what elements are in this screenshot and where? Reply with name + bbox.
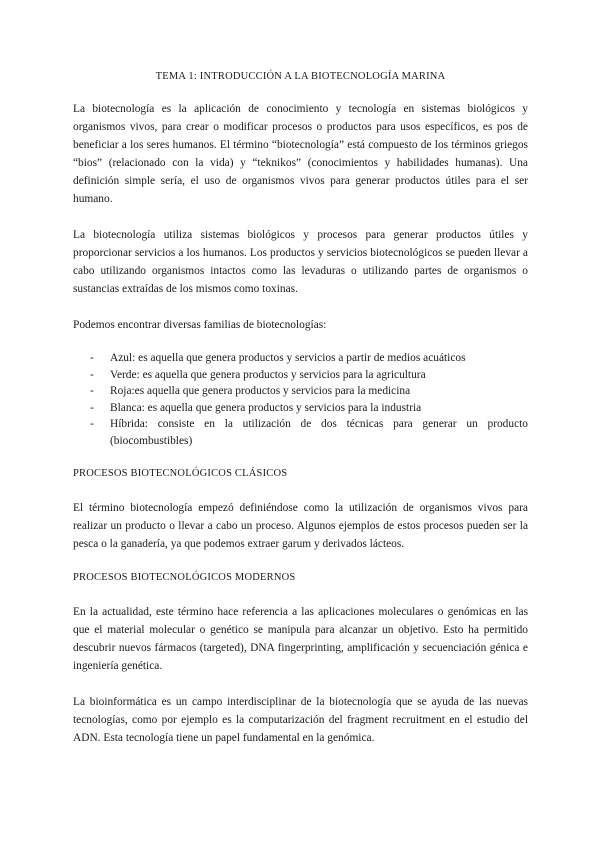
section-heading-classic: PROCESOS BIOTECNOLÓGICOS CLÁSICOS [73, 468, 288, 479]
paragraph-families-intro: Podemos encontrar diversas familias de biotecnologías: [73, 319, 327, 331]
list-item [73, 416, 528, 449]
list-item-text: Verde: es aquella que genera productos y servicios para la agricultura [110, 368, 426, 381]
document-page [73, 70, 528, 747]
paragraph-uses: La biotecnología utiliza sistemas biológicos y procesos para generar productos útiles y proporcionar servicios a los humanos. Los productos y servicios biotecnológicos se pueden llevar a cabo utilizando organismos intactos como las levaduras o utilizando partes de organismos o sustancias extraídas de los mismos como toxinas. [73, 229, 528, 295]
document-title: TEMA 1: INTRODUCCIÓN A LA BIOTECNOLOGÍA MARINA [155, 71, 446, 82]
list-item [73, 367, 528, 384]
list-item-text: Roja:es aquella que genera productos y servicios para la medicina [110, 385, 411, 397]
list-dash: - [90, 418, 94, 430]
paragraph-definition: La biotecnología es la aplicación de conocimiento y tecnología en sistemas biológicos y organismos vivos, para crear o modificar procesos o productos para usos específicos, es pos de beneficiar a los seres humanos. El término “biotecnología” está compuesto de los términos griegos “bios” (relacionado con la vida) y “teknikos” (conocimientos y habilidades humanas). Una definición simple sería, el uso de organismos vivos para generar productos útiles para el ser humano. [73, 103, 528, 205]
list-item [73, 400, 528, 417]
list-dash: - [90, 385, 94, 397]
families-list [73, 350, 528, 449]
list-dash: - [90, 368, 94, 381]
list-item [73, 383, 528, 400]
section-heading-modern: PROCESOS BIOTECNOLÓGICOS MODERNOS [73, 572, 296, 583]
paragraph-classic: El término biotecnología empezó definiéndose como la utilización de organismos vivos para realizar un producto o llevar a cabo un proceso. Algunos ejemplos de estos procesos pueden ser la pesca o la ganadería, ya que podemos extraer garum y derivados lácteos. [73, 502, 528, 550]
paragraph-bioinformatics: La bioinformática es un campo interdisciplinar de la biotecnología que se ayuda de las nuevas tecnologías, como por ejemplo es la computarización del fragment recruitment en el estudio del ADN. Esta tecnología tiene un papel fundamental en la genómica. [73, 696, 528, 744]
list-dash: - [90, 352, 94, 364]
list-item [73, 350, 528, 367]
list-item-text: Azul: es aquella que genera productos y servicios a partir de medios acuáticos [110, 352, 466, 364]
list-dash: - [90, 401, 94, 414]
list-item-text: Híbrida: consiste en la utilización de dos técnicas para generar un producto (biocombustibles) [110, 418, 528, 447]
paragraph-modern: En la actualidad, este término hace referencia a las aplicaciones moleculares o genómicas en las que el material molecular o genético se manipula para alcanzar un objetivo. Esto ha permitido descubrir nuevos fármacos (targeted), DNA fingerprinting, amplificación y secuenciación génica e ingeniería genética. [73, 606, 528, 672]
list-item-text: Blanca: es aquella que genera productos y servicios para la industria [110, 401, 422, 414]
